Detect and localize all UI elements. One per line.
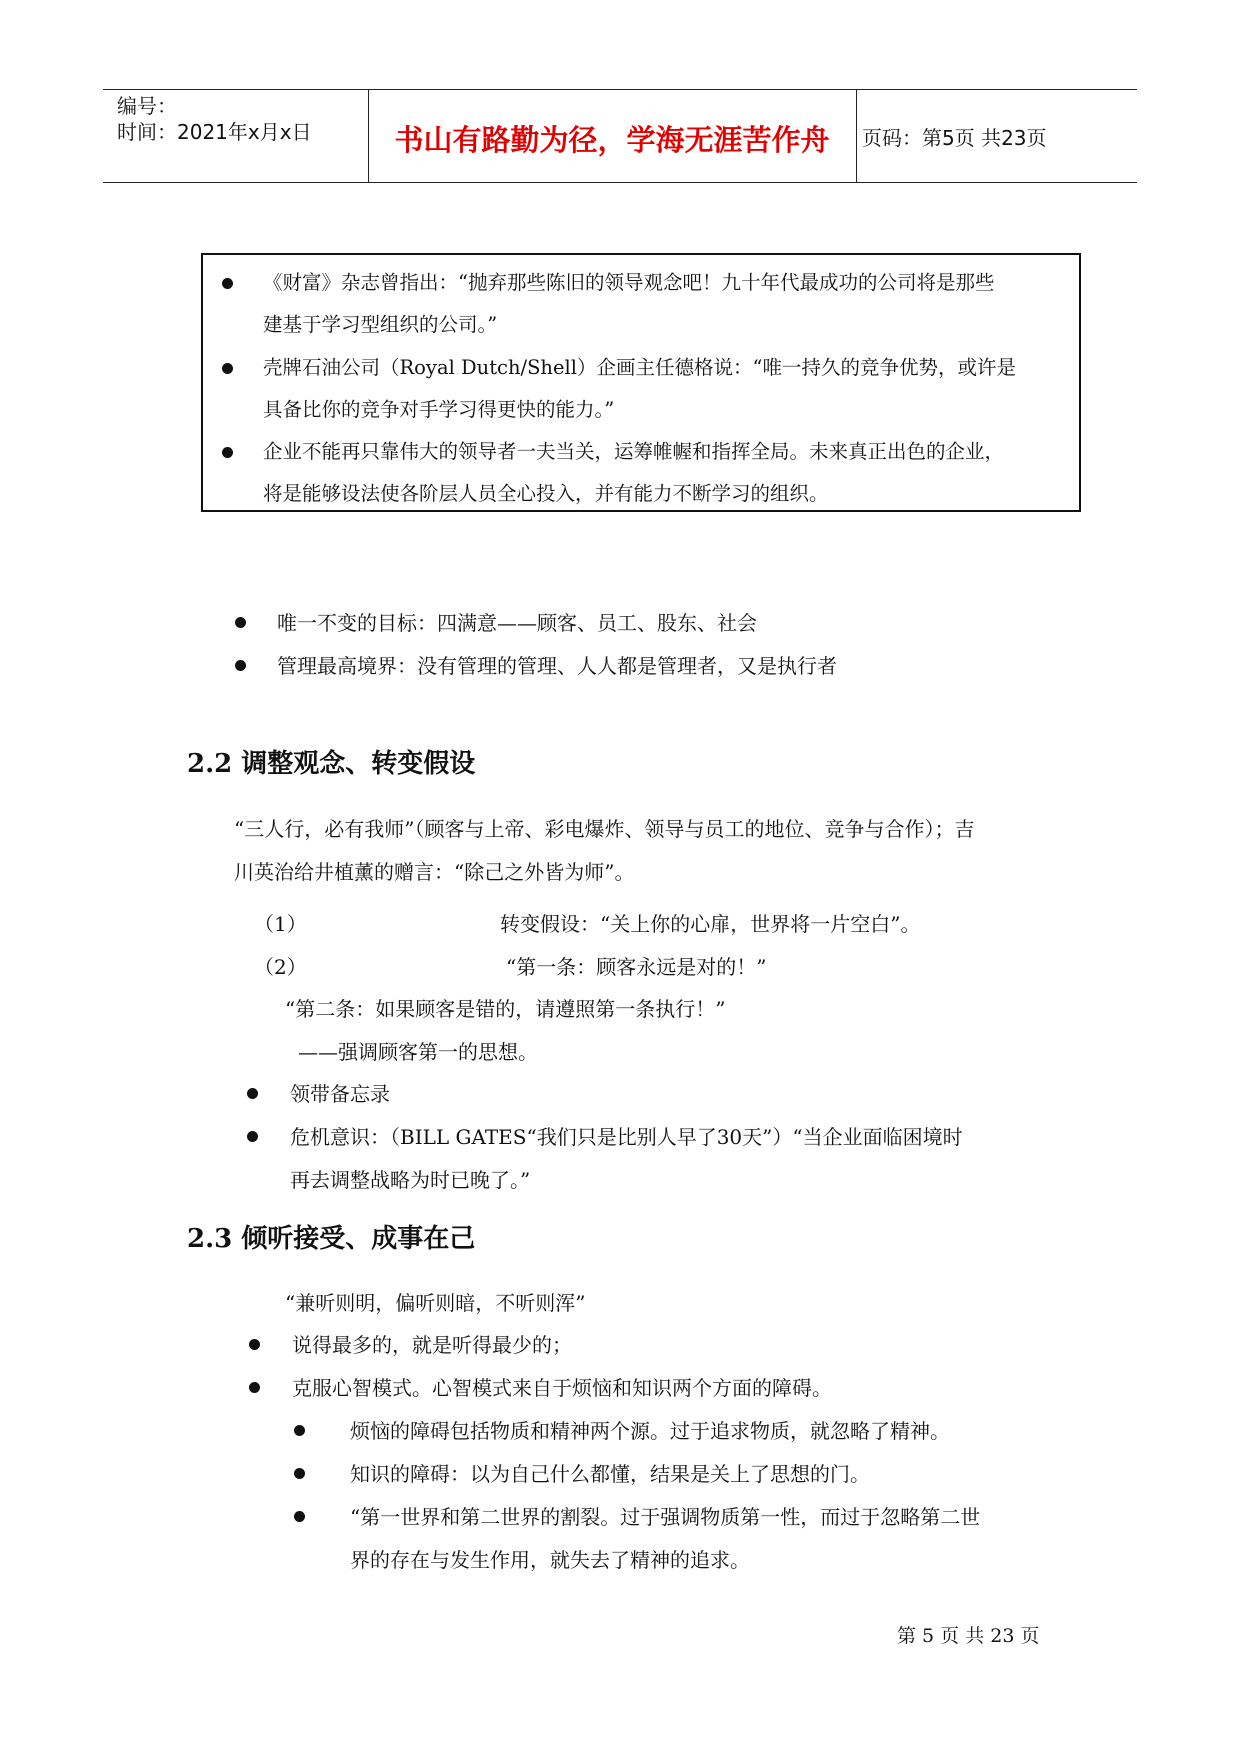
section-2-3-heading: 2.3 倾听接受、成事在己: [187, 1224, 476, 1254]
bullet-icon: [235, 617, 246, 628]
header-page-label: 页码：第5页 共23页: [862, 126, 1047, 150]
quote-2-line-1: 壳牌石油公司（Royal Dutch/Shell）企画主任德格说：“唯一持久的竞争优势，或许是: [263, 356, 1016, 379]
header-bottom-rule: [103, 182, 1137, 183]
quote-3-line-2: 将是能够设法使各阶层人员全心投入，并有能力不断学习的组织。: [263, 482, 829, 505]
quote-2-line-2: 具备比你的竞争对手学习得更快的能力。”: [263, 398, 615, 421]
section-2-3-sub-2: 知识的障碍：以为自己什么都懂，结果是关上了思想的门。: [350, 1462, 870, 1486]
bullet-icon: [247, 1131, 258, 1142]
bullet-icon: [235, 660, 246, 671]
header-motto: 书山有路勤为径，学海无涯苦作舟: [394, 123, 830, 157]
bullet-icon: [294, 1511, 305, 1522]
bullet-icon: [222, 278, 233, 289]
section-2-3-bullet-2: 克服心智模式。心智模式来自于烦恼和知识两个方面的障碍。: [292, 1376, 832, 1400]
section-2-2-bullet-1: 领带备忘录: [290, 1082, 390, 1106]
bullet-icon: [222, 447, 233, 458]
quote-1-line-2: 建基于学习型组织的公司。”: [263, 313, 498, 336]
header-top-rule: [103, 89, 1137, 90]
section-2-3-quote: “兼听则明，偏听则暗，不听则浑”: [285, 1291, 586, 1315]
section-2-2-heading: 2.2 调整观念、转变假设: [187, 749, 476, 779]
bullet-icon: [222, 363, 233, 374]
section-2-3-sub-1: 烦恼的障碍包括物质和精神两个源。过于追求物质，就忽略了精神。: [350, 1419, 950, 1443]
section-2-3-sub-3-line-1: “第一世界和第二世界的割裂。过于强调物质第一性，而过于忽略第二世: [350, 1505, 981, 1529]
quote-box: [201, 253, 1081, 512]
bullet-icon: [249, 1339, 260, 1350]
quote-3-line-1: 企业不能再只靠伟大的领导者一夫当关，运筹帷幄和指挥全局。未来真正出色的企业，: [263, 440, 1005, 463]
goal-line-2: 管理最高境界：没有管理的管理、人人都是管理者，又是执行者: [277, 654, 837, 678]
header-number-label: 编号：: [117, 94, 177, 118]
item-1-number: （1）: [254, 912, 307, 936]
item-2-continuation: “第二条：如果顾客是错的，请遵照第一条执行！”: [285, 997, 726, 1021]
item-2-text: “第一条：顾客永远是对的！”: [506, 955, 767, 979]
section-2-2-para-line-1: “三人行，必有我师”（顾客与上帝、彩电爆炸、领导与员工的地位、竞争与合作）；吉: [234, 817, 975, 841]
item-1-text: 转变假设：“关上你的心扉，世界将一片空白”。: [500, 912, 921, 936]
header-divider-right: [856, 89, 857, 182]
item-2-number: （2）: [254, 955, 307, 979]
quote-1-line-1: 《财富》杂志曾指出：“抛弃那些陈旧的领导观念吧！九十年代最成功的公司将是那些: [263, 271, 995, 294]
bullet-icon: [294, 1425, 305, 1436]
bullet-icon: [294, 1468, 305, 1479]
section-2-2-para-line-2: 川英治给井植薰的赠言：“除己之外皆为师”。: [234, 860, 635, 884]
section-2-3-bullet-1: 说得最多的，就是听得最少的；: [292, 1333, 572, 1357]
footer-page-number: 第 5 页 共 23 页: [897, 1625, 1040, 1647]
section-2-3-sub-3-line-2: 界的存在与发生作用，就失去了精神的追求。: [350, 1548, 750, 1572]
bullet-icon: [249, 1382, 260, 1393]
section-2-2-bullet-2-line-1: 危机意识：（BILL GATES“我们只是比别人早了30天”）“当企业面临困境时: [290, 1125, 963, 1149]
bullet-icon: [247, 1088, 258, 1099]
goal-line-1: 唯一不变的目标：四满意——顾客、员工、股东、社会: [277, 611, 757, 635]
section-2-2-bullet-2-line-2: 再去调整战略为时已晚了。”: [290, 1168, 531, 1192]
item-2-note: ——强调顾客第一的思想。: [298, 1040, 538, 1064]
header-time-label: 时间：2021年x月x日: [117, 120, 312, 144]
